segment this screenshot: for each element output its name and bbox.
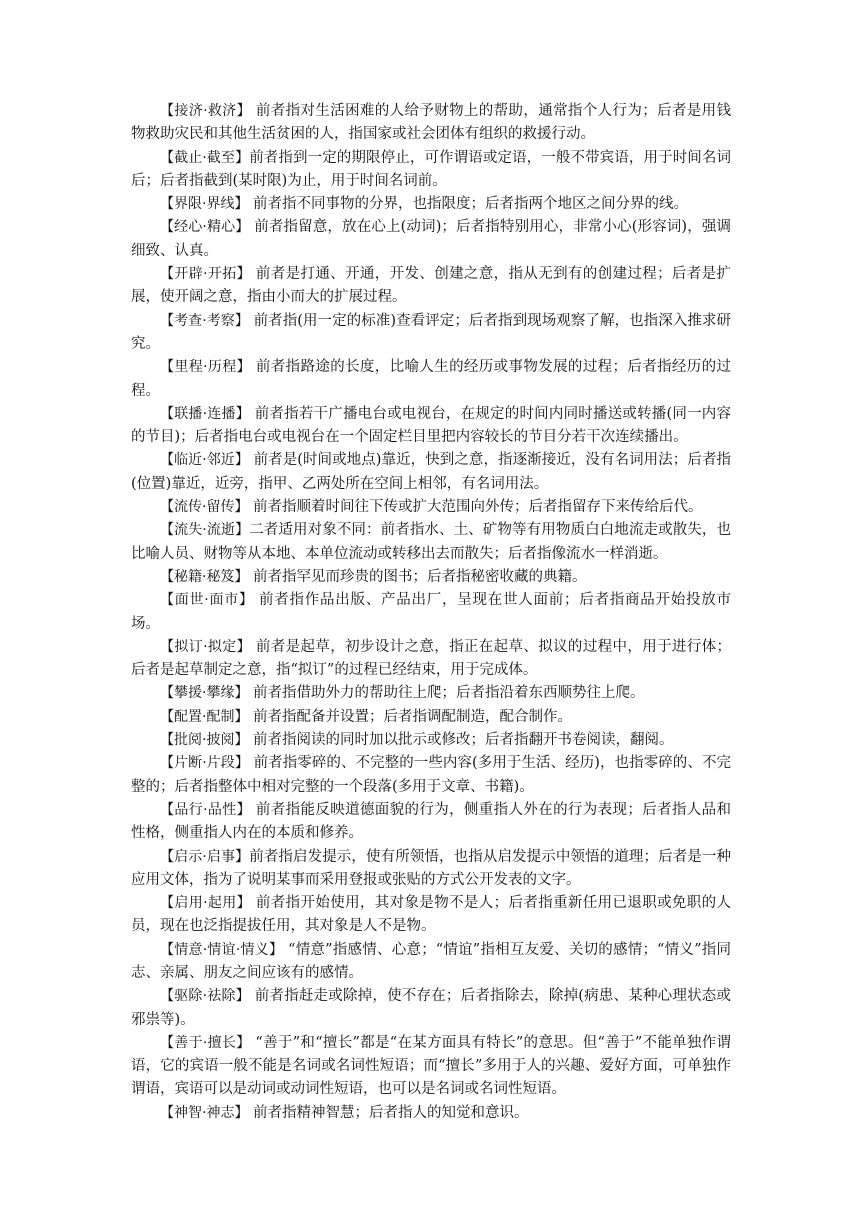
entry-definition: 前者指对生活困难的人给予财物上的帮助，通常指个人行为；后者是用钱物救助灾民和其他生活贫困的人，指国家或社会团体有组织的救援行动。 [131,103,731,143]
entry-definition: 前者指到一定的期限停止，可作谓语或定语，一般不带宾语，用于时间名词后；后者指截到(某时限)为止，用于时间名词前。 [131,149,732,189]
document-body [131,100,731,1125]
entry-paragraph [131,496,731,519]
entry-paragraph [131,100,731,147]
entry-paragraph [131,752,731,799]
entry-term: 【神智·神志】 [160,1104,249,1121]
entry-definition: 前者是(时间或地点)靠近，快到之意，指逐渐接近，没有名词用法；后者指(位置)靠近，近旁，指甲、乙两处所在空间上相邻，有名词用法。 [131,452,732,492]
entry-term: 【接济·救济】 [160,103,251,119]
entry-paragraph [131,449,731,496]
entry-paragraph [131,519,731,566]
entry-term: 【联播·连播】 [160,405,250,422]
entry-definition: 前者指赶走或除掉，使不存在；后者指除去，除掉(病患、某种心理状态或邪祟等)。 [131,988,732,1028]
entry-paragraph [131,356,731,403]
entry-paragraph [131,216,731,263]
entry-definition: “善于”和“擅长”都是“在某方面具有特长”的意思。但“善于”不能单独作谓语，它的宾语一般不能是名词或名词性短语；而“擅长”多用于人的兴趣、爱好方面，可单独作谓语，宾语可以是动词或动词性短语，也可以是名词或名词性短语。 [131,1034,731,1098]
entry-definition: 前者指若干广播电台或电视台，在规定的时间内同时播送或转播(同一内容的节目)；后者指电台或电视台在一个固定栏目里把内容较长的节目分若干次连续播出。 [131,405,732,446]
entry-paragraph [131,147,731,194]
entry-term: 【驱除·祛除】 [160,988,250,1005]
entry-paragraph [131,846,731,893]
entry-term: 【临近·邻近】 [160,452,249,469]
entry-term: 【截止·截至】 [160,149,250,166]
entry-paragraph [131,799,731,846]
entry-definition: 前者指顺着时间往下传或扩大范围向外传；后者指留存下来传给后代。 [248,499,703,516]
entry-paragraph [131,985,731,1032]
entry-term: 【启示·启事】 [160,848,250,865]
entry-paragraph [131,193,731,216]
entry-paragraph [131,263,731,310]
entry-definition: 前者指路途的长度，比喻人生的经历或事物发展的过程；后者指经历的过程。 [131,359,731,399]
entry-term: 【秘籍·秘笈】 [160,568,249,585]
entry-term: 【片断·片段】 [160,755,249,772]
entry-definition: 前者指配备并设置；后者指调配制造，配合制作。 [248,708,573,725]
entry-term: 【批阅·披阅】 [160,732,249,749]
entry-term: 【配置·配制】 [160,708,249,725]
entry-term: 【经心·精心】 [160,219,250,236]
entry-paragraph [131,403,731,450]
entry-term: 【流失·流逝】 [160,522,250,539]
entry-definition: 前者指阅读的同时加以批示或修改；后者指翻开书卷阅读，翻阅。 [248,732,674,749]
entry-paragraph [131,589,731,636]
entry-definition: 前者是打通、开通，开发、创建之意，指从无到有的创建过程；后者是扩展，使开阔之意，指由小而大的扩展过程。 [131,266,731,306]
entry-term: 【善于·擅长】 [160,1034,251,1051]
entry-paragraph [131,682,731,705]
entry-definition: 前者指启发提示，使有所领悟，也指从启发提示中领悟的道理；后者是一种应用文体，指为了说明某事而采用登报或张贴的方式公开发表的文字。 [131,848,732,888]
entry-definition: 前者是起草，初步设计之意，指正在起草、拟议的过程中，用于进行体；后者是起草制定之意，指“拟订”的过程已经结束，用于完成体。 [131,638,731,679]
entry-definition: 前者指开始使用，其对象是物不是人；后者指重新任用已退职或免职的人员，现在也泛指提拔任用，其对象是人不是物。 [131,895,731,935]
entry-term: 【启用·起用】 [160,895,251,912]
entry-definition: “情意”指感情、心意；“情谊”指相互友爱、关切的感情；“情义”指同志、亲属、朋友之间应该有的感情。 [131,941,731,981]
entry-definition: 前者指罕见而珍贵的图书；后者指秘密收藏的典籍。 [248,568,587,585]
entry-paragraph [131,939,731,986]
entry-term: 【面世·面市】 [160,592,254,609]
entry-paragraph [131,310,731,357]
entry-term: 【情意·情谊·情义】 [160,941,284,958]
entry-term: 【品行·品性】 [160,801,251,818]
entry-term: 【开辟·开拓】 [160,266,251,283]
entry-paragraph [131,706,731,729]
entry-term: 【考查·考察】 [160,312,249,329]
entry-term: 【攀援·攀缘】 [160,685,249,702]
entry-definition: 前者指能反映道德面貌的行为，侧重指人外在的行为表现；后者指人品和性格，侧重指人内在的本质和修养。 [131,801,731,842]
entry-term: 【里程·历程】 [160,359,251,376]
entry-paragraph [131,892,731,939]
entry-paragraph [131,1102,731,1125]
entry-term: 【界限·界线】 [160,196,249,213]
entry-definition: 前者指留意，放在心上(动词)；后者指特别用心，非常小心(形容词)，强调细致、认真。 [131,219,732,259]
entry-term: 【拟订·拟定】 [160,638,251,655]
entry-definition: 前者指(用一定的标准)查看评定；后者指到现场观察了解，也指深入推求研究。 [131,312,732,352]
entry-definition: 前者指零碎的、不完整的一些内容(多用于生活、经历)，也指零碎的、不完整的；后者指整体中相对完整的一个段落(多用于文章、书籍)。 [131,755,732,795]
entry-term: 【流传·留传】 [160,499,249,516]
entry-definition: 前者指精神智慧；后者指人的知觉和意识。 [248,1104,529,1121]
entry-paragraph [131,566,731,589]
entry-paragraph [131,1032,731,1102]
entry-definition: 二者适用对象不同：前者指水、土、矿物等有用物质白白地流走或散失，也比喻人员、财物等从本地、本单位流动或转移出去而散失；后者指像流水一样消逝。 [131,522,732,562]
entry-paragraph [131,729,731,752]
entry-paragraph [131,636,731,683]
entry-definition: 前者指借助外力的帮助往上爬；后者指沿着东西顺势往上爬。 [248,685,645,702]
entry-definition: 前者指不同事物的分界，也指限度；后者指两个地区之间分界的线。 [248,196,689,213]
entry-definition: 前者指作品出版、产品出厂，呈现在世人面前；后者指商品开始投放市场。 [131,592,732,632]
